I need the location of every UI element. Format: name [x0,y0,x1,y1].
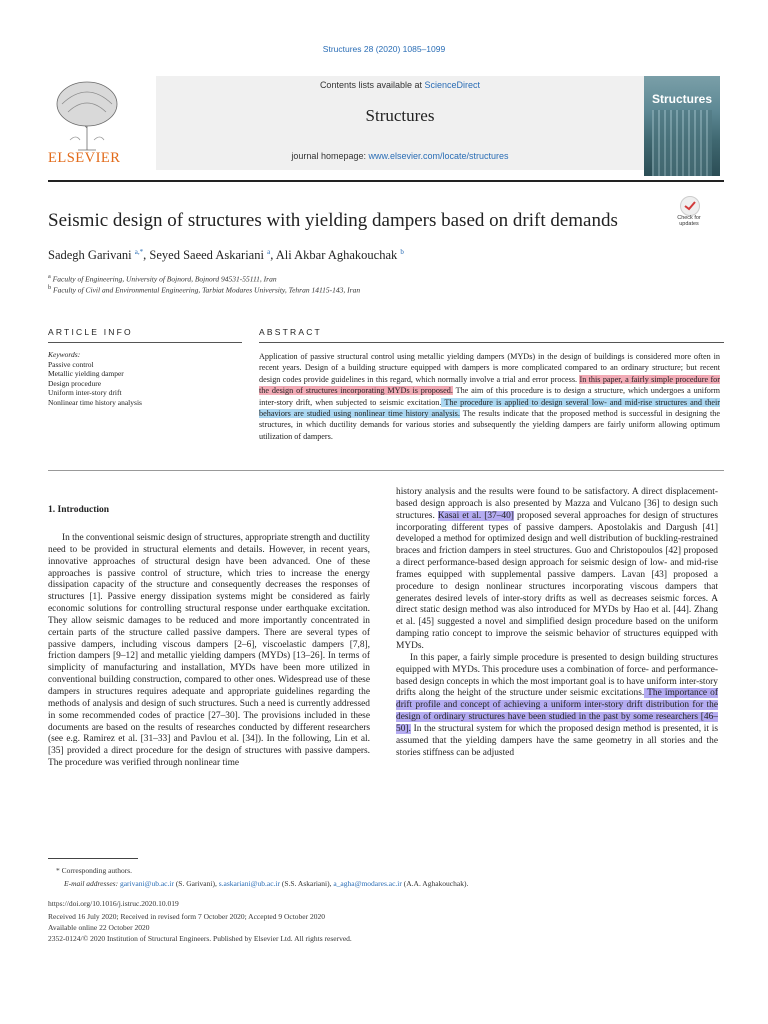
available-online-date: Available online 22 October 2020 [48,923,150,932]
author-name[interactable]: Sadegh Garivani [48,248,132,263]
section-heading-introduction: 1. Introduction [48,505,110,515]
journal-homepage-link[interactable]: www.elsevier.com/locate/structures [368,151,509,161]
doi-link[interactable]: https://doi.org/10.1016/j.istruc.2020.10.019 [48,899,179,908]
journal-name: Structures [365,106,435,125]
keyword: Nonlinear time history analysis [48,397,142,407]
journal-reference[interactable]: Structures 28 (2020) 1085–1099 [322,44,446,54]
article-info-heading: ARTICLE INFO [48,327,133,337]
header-divider [48,180,724,182]
sciencedirect-link[interactable]: ScienceDirect [424,80,481,90]
email-link[interactable]: garivani@ub.ac.ir [119,879,174,888]
cover-building-graphic [652,110,712,176]
paragraph: In the conventional seismic design of structures, appropriate strength and ductility need to be provided in structural elements and details. However, in recent years, innovative approaches of structural design have been advanced. One of these approaches is passive control of structure, which tries to increase the energy dissipation capacity of the structure and consequently decreases the responses of structures [1]. Passive energy dissipation systems might be considered as fairly economic solutions for controlling structural response under earthquake excitation. They allow seismic damages to be reduced and more importantly concentrated in certain parts of the structure called passive dampers. There are several types of passive dampers, including viscous dampers [2–6], viscoelastic dampers [7,8], friction dampers [9–12] and metallic yielding dampers (MYDs) [13–26]. In terms of simplicity of manufacturing and installation, MYDs have been more utilized in conventional building construction, compared to other ones. Widespread use of these dampers in structures requires adequate and appropriate guidelines regarding the methods of analysis and design of such structures. Such a need is currently addressed in some recommended codes of practice [27–30]. The provisions included in these documents are based on the results of researches conducted by different researchers (see e.g. Ramirez et al. [31–33] and Pavlou et al. [34]). In the following, Lin et al. [35] provided a direct procedure for the design of structures with passive dampers. The procedure was verified through nonlinear time [48,533,370,769]
corresponding-author-note: * Corresponding authors. [56,866,133,875]
journal-banner [156,76,644,170]
paragraph: In this paper, a fairly simple procedure is presented to design building structures equipped with MYDs. This procedure uses a combination of force- and performance-based design concepts in which the most important goal is to have uniform inter-story drifts along the height of the structure under seismic excitations. The importance of drift profile and concept of achieving a uniform inter-story drift distribution for the design of ordinary structures have been studied in the past by some researchers [46–50]. In the structural system for which the proposed design method is presented, it is assumed that the yielding dampers have the same geometry in all stories and the stories stiffness can be adjusted [396,652,718,758]
keyword: Passive control [48,359,94,369]
highlight-purple[interactable]: The importance of drift profile and concept of achieving a uniform inter-story drift distribution for the design of ordinary structures have been studied in the past by some researchers [46–50]. [396,688,718,734]
abstract-rule [259,342,724,343]
author-name[interactable]: Seyed Saeed Askariani [149,248,264,263]
journal-cover-image[interactable] [644,76,720,176]
author-affiliation-marker[interactable]: b [400,248,404,256]
author-affiliation-marker[interactable]: a,* [134,248,144,256]
contents-line [156,80,644,90]
homepage-line [156,151,644,161]
received-dates: Received 16 July 2020; Received in revised form 7 October 2020; Accepted 9 October 2020 [48,912,326,921]
keyword: Metallic yielding damper [48,369,124,379]
footnote-rule [48,858,138,859]
cover-title: Structures [651,92,713,106]
body-column-left [48,533,370,770]
keyword: Uniform inter-story drift [48,388,122,398]
abstract-text: Application of passive structural control using metallic yielding dampers (MYDs) in the design of buildings is considered more often in recent years. Design of a building structure equipped with dampers is more complicated compared to an ordinary structure; but recent design codes provide guidelines in this regard, which normally involve a trial and error process. In this paper, a fairly simple procedure for the design of structures incorporating MYDs is proposed. The aim of this procedure is to design a structure, which undergoes a uniform inter-story drift, when subjected to seismic excitation. The procedure is applied to design several low- and mid-rise structures and their behaviors are studied using nonlinear time history analysis. The results indicate that the proposed method is successful in designing the structures, in which ductility demands for various stories and subsequently the yielding dampers are fairly uniform allowing optimum utilization of dampers. [259,352,721,441]
author-list: Sadegh Garivani $^{a,*}$, Seyed Saeed Askariani $^a$, Ali Akbar Aghakouchak $^b$ [48,248,404,263]
highlight-purple[interactable]: Kasai et al. [37–40] [437,510,514,521]
copyright-notice: 2352-0124/© 2020 Institution of Structural Engineers. Published by Elsevier Ltd. All rights reserved. [48,934,352,943]
journal-header [48,76,724,172]
highlight-blue[interactable]: The procedure is applied to design several low- and mid-rise structures and their behaviors are studied using nonlinear time history analysis. [259,397,720,419]
homepage-prefix: journal homepage: [291,151,366,161]
author-affiliation-marker[interactable]: a [267,248,271,256]
article-info-rule [48,342,242,343]
paragraph: history analysis and the results were found to be satisfactory. A direct displacement-based design approach is also presented by Mazza and Vulcano [36] to design such structures. Kasai et al. [37–40] proposed several approaches for design of structures incorporating different types of passive dampers. Apostolakis and Dargush [41] developed a method for optimized design and well distribution of buckling-restrained braces and friction dampers in steel structures. Guo and Christopoulos [42] proposed a direct performance-based design approach for seismic design of low- and mid-rise frames equipped with supplemental passive dampers. Lavan [43] proposed a procedure to design nonlinear structures incorporating viscous dampers that generates desired levels of inter-story drifts as well as decreases seismic forces. A direct static design method was also introduced for MYDs by Hao et al. [44]. Zhang et al. [45] suggested a novel and simplified design procedure based on the uniform damping ratio concept to improve the seismic behavior of structures equipped with MYDs. [396,487,718,651]
email-link[interactable]: s.askariani@ub.ac.ir [218,879,280,888]
author-name[interactable]: Ali Akbar Aghakouchak [275,248,398,263]
affiliation: $^b$ Faculty of Civil and Environmental Engineering, Tarbiat Modares University, Tehran 14115-143, Iran [48,284,361,295]
elsevier-wordmark[interactable]: ELSEVIER [48,150,121,166]
highlight-red[interactable]: In this paper, a fairly simple procedure for the design of structures incorporating MYDs is proposed. [259,374,720,396]
check-for-updates-icon [680,196,700,216]
keyword: Design procedure [48,378,102,388]
keywords-list [48,350,142,408]
check-for-updates-button[interactable] [676,196,702,230]
contents-prefix: Contents lists available at [319,80,422,90]
body-column-right [396,487,718,759]
email-link[interactable]: a_agha@modares.ac.ir [333,879,402,888]
keywords-label: Keywords: [48,350,81,359]
check-for-updates-label: Check for updates [677,215,701,227]
abstract-heading: ABSTRACT [259,327,322,337]
article-title: Seismic design of structures with yielding dampers based on drift demands [48,210,618,231]
email-addresses: E-mail addresses: garivani@ub.ac.ir (S. Garivani), s.askariani@ub.ac.ir (S.S. Askariani), a_agha@modares.ac.ir (A.A. Aghakouchak). [64,879,469,888]
affiliation: $^a$ Faculty of Engineering, University of Bojnord, Bojnord 94531-55111, Iran [48,273,277,284]
abstract-bottom-rule [48,470,724,471]
elsevier-tree-logo-icon[interactable] [48,76,126,152]
